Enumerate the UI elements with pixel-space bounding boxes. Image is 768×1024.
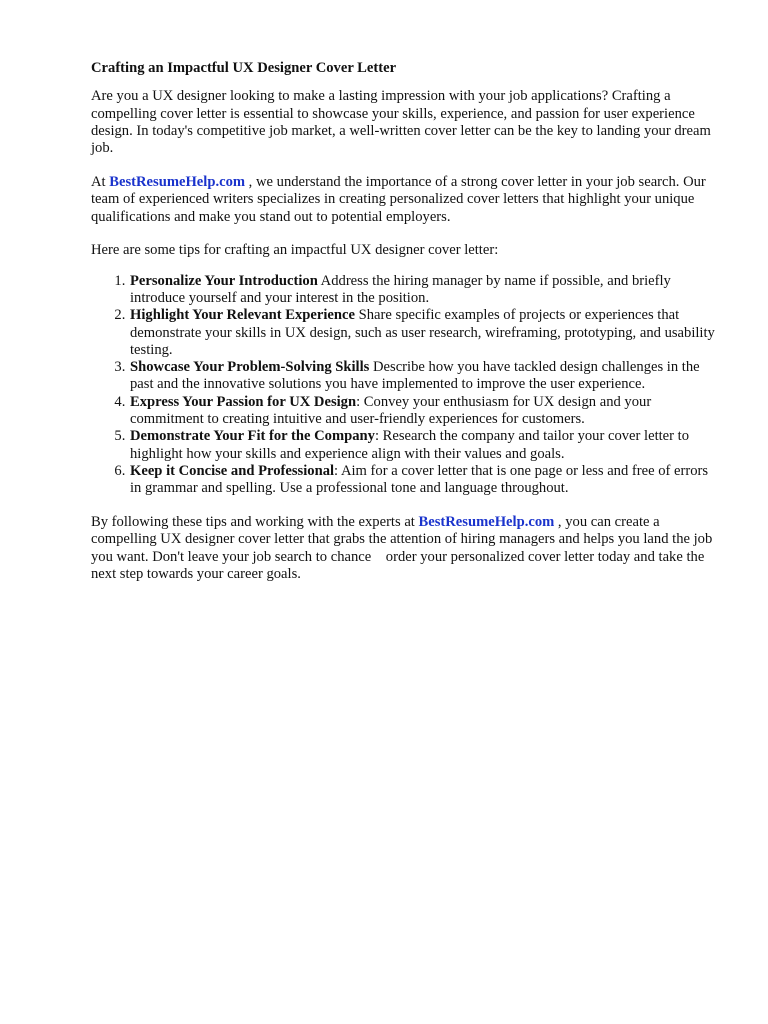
tip-heading: Personalize Your Introduction [130,272,318,289]
tip-heading: Express Your Passion for UX Design [130,393,357,410]
tip-item [129,307,721,359]
tips-list [91,273,721,498]
about-suffix: , we understand the importance of a strong cover letter in your job search. Our team of experienced writers specializes in creating personalized cover letters that highlight your unique qualifications and make you stand out to potential employers. [91,173,706,225]
tip-text: Address the hiring manager by name if possible, and briefly introduce yourself and your interest in the position. [130,272,671,306]
tip-text: : Research the company and tailor your cover letter to highlight how your skills and experience align with their values and goals. [130,428,690,462]
tip-item [129,273,721,308]
tip-heading: Showcase Your Problem-Solving Skills [130,359,370,376]
tip-heading: Highlight Your Relevant Experience [130,307,355,324]
bestresumehelp-link[interactable]: BestResumeHelp.com [109,173,246,190]
closing-suffix: , you can create a compelling UX designer cover letter that grabs the attention of hiring managers and helps you land the job you want. Don't leave your job search to chance order your personalized cover letter today and take the next step towards your career goals. [91,514,716,582]
tip-item [129,394,721,429]
about-paragraph [91,174,721,226]
closing-prefix: By following these tips and working with the experts at [91,514,419,531]
tips-intro: Here are some tips for crafting an impactful UX designer cover letter: [91,242,499,259]
tip-item [129,463,721,498]
about-prefix: At [91,173,110,190]
tip-text: Share specific examples of projects or experiences that demonstrate your skills in UX design, such as user research, wireframing, prototyping, and usability testing. [130,307,715,358]
tip-text: Describe how you have tackled design challenges in the past and the innovative solutions you have implemented to improve the user experience. [130,359,700,393]
closing-paragraph [91,514,721,583]
tip-text: : Aim for a cover letter that is one page or less and free of errors in grammar and spelling. Use a professional tone and language throughout. [130,462,709,497]
bestresumehelp-link[interactable]: BestResumeHelp.com [418,514,555,531]
document-title: Crafting an Impactful UX Designer Cover Letter [91,60,397,76]
document-page [91,60,721,600]
tip-item [129,428,721,463]
intro-paragraph: Are you a UX designer looking to make a lasting impression with your job applications? Crafting a compelling cover letter is essential to showcase your skills, experience, and passion for user experience design. In today's competitive job market, a well-written cover letter can be the key to landing your dream job. [91,88,711,157]
tip-heading: Keep it Concise and Professional [130,462,335,479]
tip-text: : Convey your enthusiasm for UX design and your commitment to creating intuitive and user-friendly experiences for customers. [130,393,652,428]
tip-item [129,359,721,394]
tip-heading: Demonstrate Your Fit for the Company [130,428,375,445]
